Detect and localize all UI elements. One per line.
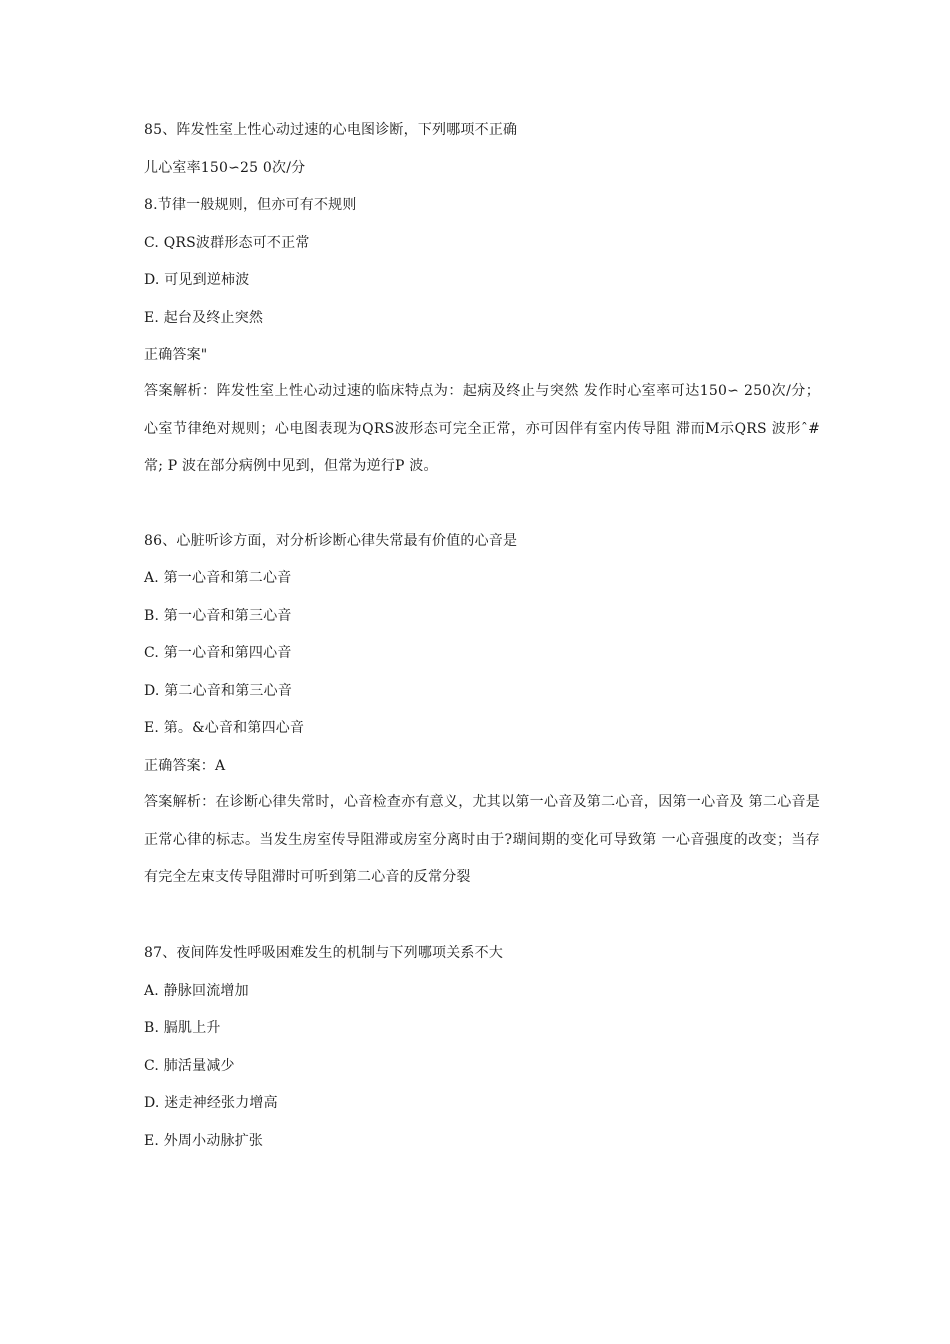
question-87-option-a: A. 静脉回流增加 xyxy=(144,983,249,999)
question-86-answer: 正确答案：A xyxy=(144,758,226,774)
question-85-option-e: E. 起台及终止突然 xyxy=(144,310,264,326)
question-87-option-b: B. 膈肌上升 xyxy=(144,1020,221,1036)
question-86-option-e: E. 第。&心音和第四心音 xyxy=(144,720,305,736)
question-85-option-d: D. 可见到逆柿波 xyxy=(144,272,250,288)
question-86-option-c: C. 第一心音和第四心音 xyxy=(144,645,292,661)
question-85-answer: 正确答案" xyxy=(144,347,208,363)
question-86-stem: 86、心脏听诊方面，对分析诊断心律失常最有价值的心音是 xyxy=(144,533,518,549)
question-87-option-d: D. 迷走神经张力增高 xyxy=(144,1095,278,1111)
question-87-stem: 87、夜间阵发性呼吸困难发生的机制与下列哪项关系不大 xyxy=(144,945,504,961)
question-85-stem: 85、阵发性室上性心动过速的心电图诊断，下列哪项不正确 xyxy=(144,122,518,138)
question-86-analysis: 答案解析：在诊断心律失常时，心音检查亦有意义，尤其以第一心音及第二心音，因第一心音及 第二心音是正常心律的标志。当发生房室传导阻滞或房室分离时由于?瑚间期的变化可导致第 一心音强度的改变；当存有完全左束支传导阻滞时可听到第二心音的反常分裂 xyxy=(144,794,820,885)
question-87-option-e: E. 外周小动脉扩张 xyxy=(144,1133,264,1149)
question-86-option-d: D. 第二心音和第三心音 xyxy=(144,683,293,699)
question-85-option-b: 8.节律一般规则，但亦可有不规则 xyxy=(144,197,357,213)
question-85-analysis: 答案解析：阵发性室上性心动过速的临床特点为：起病及终止与突然 发作时心室率可达150∽ 250次/分；心室节律绝对规则；心电图表现为QRS波形态可完全正常，亦可因伴有室内传导阻 滞而M示QRS 波形ˆ#常; P 波在部分病例中见到，但常为逆行P 波。 xyxy=(144,383,820,474)
question-85-option-a: 儿心室率150∽25 0次/分 xyxy=(144,160,306,176)
question-86-option-b: B. 第一心音和第三心音 xyxy=(144,608,292,624)
question-86-option-a: A. 第一心音和第二心音 xyxy=(144,570,292,586)
question-85-option-c: C. QRS波群形态可不正常 xyxy=(144,235,310,251)
question-87-option-c: C. 肺活量减少 xyxy=(144,1058,235,1074)
